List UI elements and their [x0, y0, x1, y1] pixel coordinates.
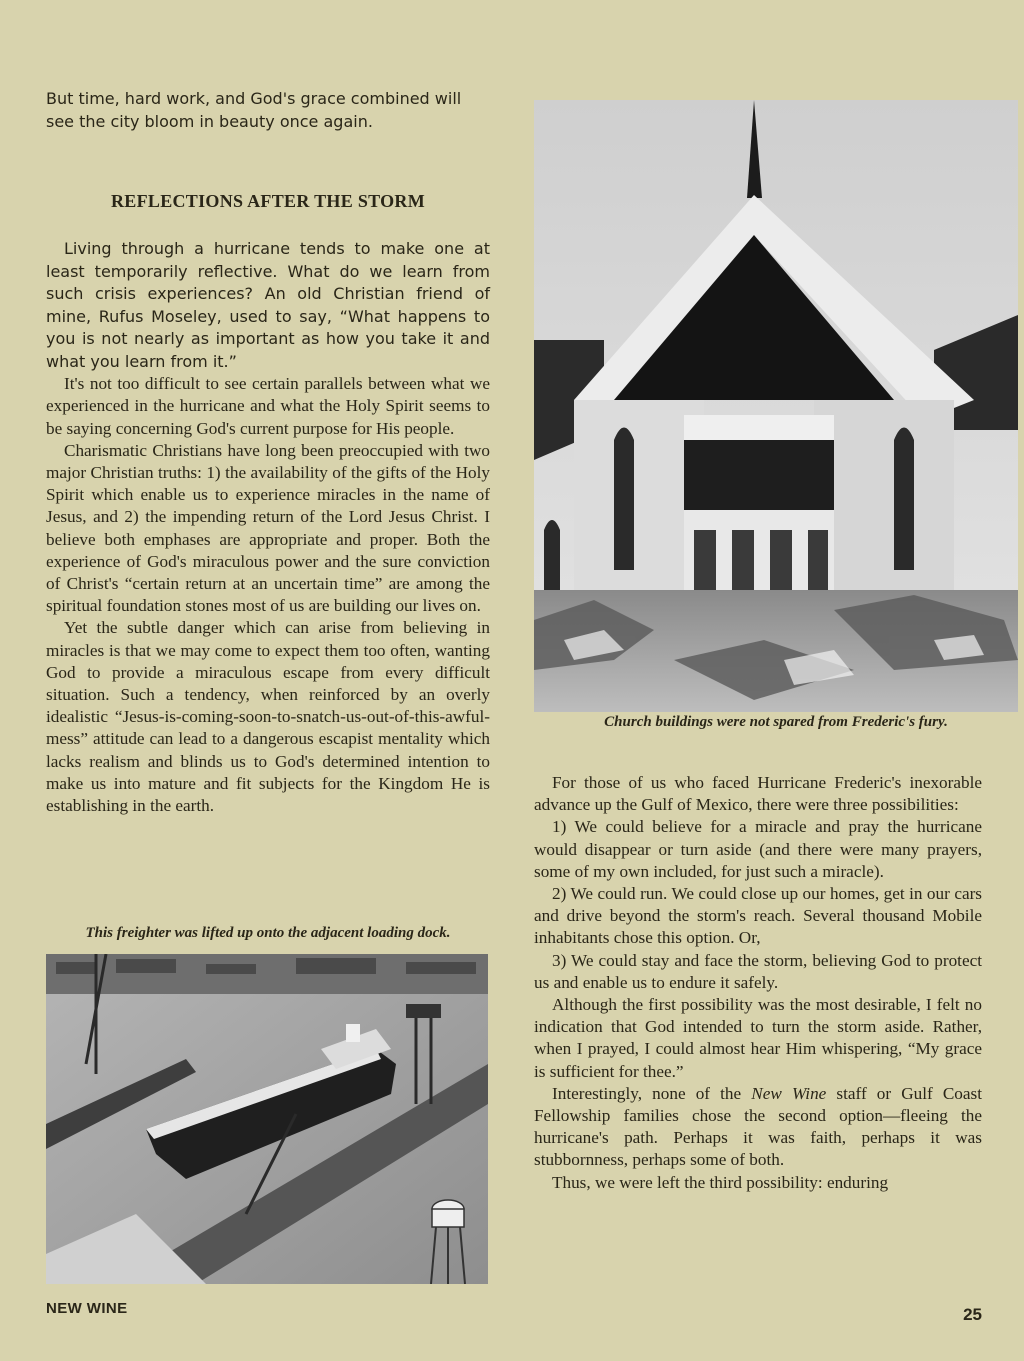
list-item: 2) We could run. We could close up our homes, get in our cars and drive beyond the storm's reach. Several thousand Mobile inhabitants chose this option. Or,: [534, 884, 982, 948]
freighter-caption: This freighter was lifted up onto the adjacent loading dock.: [85, 925, 451, 941]
magazine-name: NEW WINE: [46, 1300, 128, 1317]
right-column: [534, 772, 982, 1194]
body-paragraph: Charismatic Christians have long been preoccupied with two major Christian truths: 1) the availability of the gifts of the Holy Spirit which enable us to experience miracles in the name of Jesus, and 2) the impending return of the Lord Jesus Christ. I believe both emphases are appropriate and proper. Both the experience of God's miraculous power and the sure conviction of Christ's “certain return at an uncertain time” are among the spiritual foundation stones most of us are building our lives on.: [46, 440, 490, 616]
list-item: 3) We could stay and face the storm, believing God to protect us and enable us to endure it safely.: [534, 950, 982, 992]
body-paragraph: It's not too difficult to see certain parallels between what we experienced in the hurricane and what the Holy Spirit seems to be saying concerning God's current purpose for His people.: [46, 374, 490, 438]
section-heading: REFLECTIONS AFTER THE STORM: [110, 191, 425, 211]
page-number: 25: [963, 1305, 982, 1324]
body-paragraph: Although the first possibility was the most desirable, I felt no indication that God intended to turn the storm aside. Rather, when I prayed, I could almost hear Him whispering, “My grace is sufficient for thee.”: [534, 995, 982, 1081]
text-span: Interestingly, none of the: [552, 1083, 752, 1103]
freighter-photo: [46, 954, 488, 1284]
magazine-title-italic: New Wine: [751, 1083, 827, 1103]
body-paragraph: Yet the subtle danger which can arise from believing in miracles is that we may come to expect them too often, wanting God to provide a miraculous escape from every difficult situation. Such a tendency, when reinforced by an overly idealistic “Jesus-is-coming-soon-to-snatch-us-out-of-this-awful-mess” attitude can lead to a dangerous escapist mentality which lacks realism and blinds us to God's determined intention to make us into mature and fit subjects for the Kingdom He is establishing in the earth.: [46, 618, 490, 816]
church-caption: Church buildings were not spared from Frederic's fury.: [604, 714, 948, 730]
left-column: [46, 88, 490, 817]
body-paragraph: Thus, we were left the third possibility: enduring: [552, 1172, 889, 1192]
body-paragraph: For those of us who faced Hurricane Frederic's inexorable advance up the Gulf of Mexico, there were three possibilities:: [534, 773, 982, 815]
lead-paragraph: Living through a hurricane tends to make one at least temporarily reflective. What do we learn from such crisis experiences? An old Christian friend of mine, Rufus Moseley, used to say, “What happens to you is not nearly as important as how you take it and what you learn from it.”: [46, 239, 490, 371]
intro-text: But time, hard work, and God's grace combined will see the city bloom in beauty once again.: [46, 89, 462, 131]
body-paragraph: [534, 1083, 982, 1172]
text-span: staff or Gulf Coast Fellowship families chose the second option—fleeing the hurricane's path. Perhaps it was faith, perhaps it was stubbornness, perhaps some of both.: [534, 1083, 982, 1170]
list-item: 1) We could believe for a miracle and pray the hurricane would disappear or turn aside (and there were many prayers, some of my own included, for just such a miracle).: [534, 817, 982, 881]
church-photo: [534, 100, 1018, 712]
